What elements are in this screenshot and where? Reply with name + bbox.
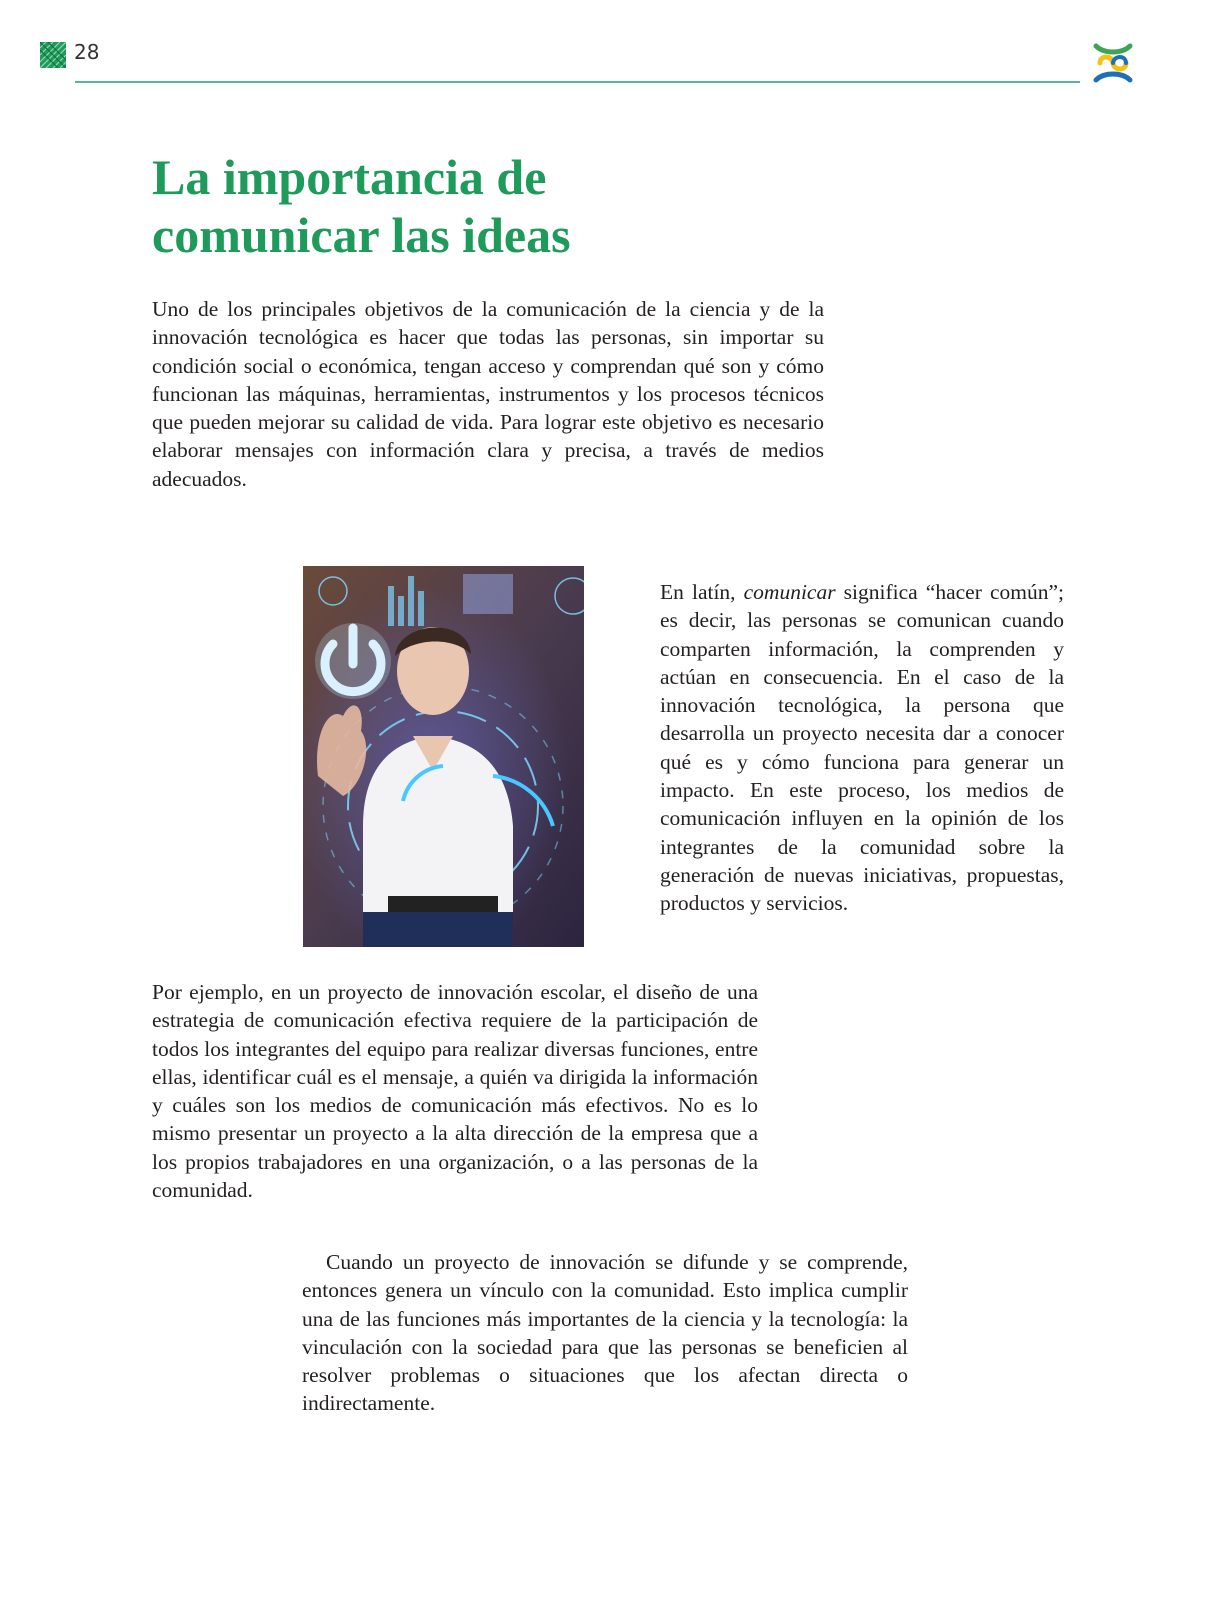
page-number: 28 <box>74 40 100 64</box>
paragraph-intro: Uno de los principales objetivos de la comunicación de la ciencia y de la innovación tecnológica es hacer que todas las personas, sin importar su condición social o económica, tengan acceso y comprendan qué son y cómo funcionan las máquinas, herramientas, instrumentos y los procesos técnicos que pueden mejorar su calidad de vida. Para lograr este objetivo es necesario elaborar mensajes con información clara y precisa, a través de medios adecuados. <box>152 297 824 491</box>
header-rule <box>75 81 1080 83</box>
term-comunicar: comunicar <box>743 580 836 604</box>
title-line-1: La importancia de <box>152 149 547 205</box>
paragraph-latin <box>660 578 1064 918</box>
paragraph-conclusion: Cuando un proyecto de innovación se difunde y se comprende, entonces genera un vínculo con la comunidad. Esto implica cumplir una de las funciones más importantes de la ciencia y la tecnología: la vinculación con la sociedad para que las personas se beneficien al resolver problemas o situaciones que los afectan directa o indirectamente. <box>302 1250 908 1416</box>
holographic-power-icon <box>315 623 391 699</box>
hologram-photo <box>303 566 584 947</box>
page-header <box>0 0 1214 100</box>
green-pattern-icon <box>40 42 66 68</box>
paragraph-latin-rest: significa “hacer común”; es decir, las personas se comunican cuando comparten información, la comprenden y actúan en consecuencia. En el caso de la innovación tecnológica, la persona que desarrolla un proyecto necesita dar a conocer qué es y cómo funciona para generar un impacto. En este proceso, los medios de comunicación influyen en la opinión de los integrantes de la comunidad sobre la generación de nuevas iniciativas, propuestas, productos y servicios. <box>660 580 1064 916</box>
brand-logo-icon <box>1090 40 1136 86</box>
paragraph-latin-start: En latín, <box>660 580 744 604</box>
title-line-2: comunicar las ideas <box>152 207 571 263</box>
page-title <box>152 148 792 264</box>
paragraph-example: Por ejemplo, en un proyecto de innovación escolar, el diseño de una estrategia de comunicación efectiva requiere de la participación de todos los integrantes del equipo para realizar diversas funciones, entre ellas, identificar cuál es el mensaje, a quién va dirigida la información y cuáles son los medios de comunicación más efectivos. No es lo mismo presentar un proyecto a la alta dirección de la empresa que a los propios trabajadores en una organización, o a las personas de la comunidad. <box>152 980 758 1203</box>
